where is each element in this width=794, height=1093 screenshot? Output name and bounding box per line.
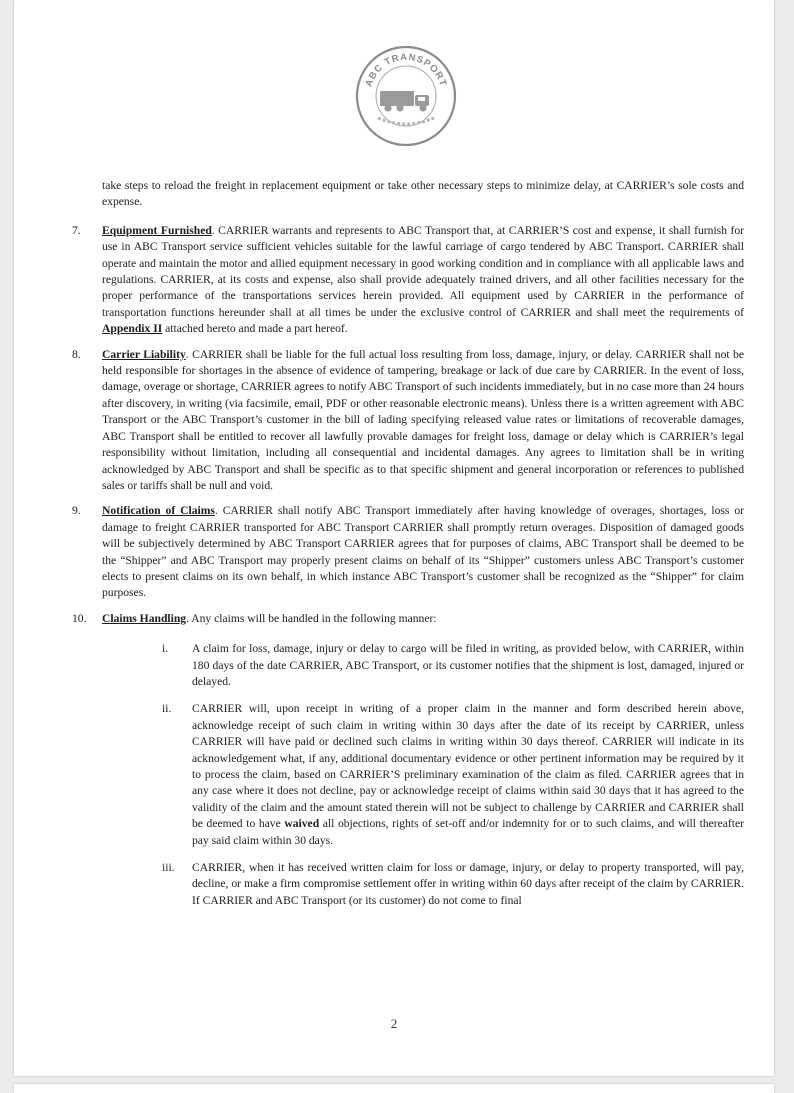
section-heading: Carrier Liability (102, 347, 186, 361)
subitem-numeral: ii. (162, 702, 172, 716)
claims-subitem-iii (162, 860, 744, 909)
appendix-reference: Appendix II (102, 322, 163, 336)
subitem-text-end: all objections, rights of set-off and/or indemnity for or to such claims, and will thereafter pay said claim within 30 days. (192, 817, 745, 847)
subitem-text: CARRIER, when it has received written claim for loss or damage, injury, or delay to property transported, will pay, decline, or make a firm compromise settlement offer in writing within 60 days after receipt of the claim by CARRIER. If CARRIER and ABC Transport (or its customer) do not come to final (192, 861, 744, 907)
section-body: . Any claims will be handled in the following manner: (186, 611, 437, 625)
section-8-carrier-liability (72, 347, 745, 495)
subitem-text: CARRIER will, upon receipt in writing of a proper claim in the manner and form described herein above, acknowledge receipt of such claim in writing within 30 days after the date of its receipt by CARRIER, unless CARRIER will have paid or declined such claims in writing within 30 days thereof. CARRIER will indicate in its acknowledgement what, if any, additional documentary evidence or other pertinent information may be required by it to process the claim, based on CARRIER’S preliminary examination of the claim as filed. CARRIER agrees that in any case where it does not decline, pay or acknowledge receipt of claims within said 30 days that it has agreed to the validity of the claim and the amount stated therein will not be subject to challenge by CARRIER and CARRIER shall be deemed to have (192, 702, 744, 831)
section-body-end: attached hereto and made a part hereof. (162, 322, 348, 336)
subitem-emphasis: waived (284, 817, 320, 831)
truck-icon (380, 91, 429, 112)
section-body: . CARRIER warrants and represents to ABC Transport that, at CARRIER’S cost and expense, it shall furnish for use in ABC Transport service sufficient vehicles suitable for the lawful carriage of cargo tendered by ABC Transport. CARRIER shall operate and maintain the motor and allied equipment necessary in good working condition and in compliance with all applicable laws and regulations. CARRIER, at its costs and expense, also shall provide adequately trained drivers, and all other facilities necessary for the proper performance of the transportations services herein provided. All equipment used by CARRIER in the performance of transportation functions hereunder shall at all times be under the exclusive control of CARRIER and shall meet the requirements of (102, 223, 744, 319)
section-body: . CARRIER shall be liable for the full actual loss resulting from loss, damage, injury, or delay. CARRIER shall not be held responsible for shortages in the absence of evidence of tampering, breakage or lack of due care by CARRIER. In the event of loss, damage, overage or shortage, CARRIER agrees to notify ABC Transport of such incidents immediately, but in no case more than 24 hours after discovery, in writing (via facsimile, email, PDF or other reasonable electronic means). Unless there is a written agreement with ABC Transport or the ABC Transport’s customer in the bill of lading specifying released value rates or limitations of recoverable damages, ABC Transport shall be entitled to recover all lawfully provable damages for freight loss, damage or delay which is CARRIER’s legal responsibility without limitation, including all consequential and incidental damages. Any agrees to limitation shall be in writing acknowledged by ABC Transport and shall be specific as to that specific shipment and general incorporation or references to published sales or tariffs shall be null and void. (102, 347, 745, 492)
logo-text: ABC TRANSPORT (363, 51, 449, 89)
subitem-text: A claim for loss, damage, injury or delay to cargo will be filed in writing, as provided below, with CARRIER, within 180 days of the date CARRIER, ABC Transport, or its customer notifies that the shipment is lost, damaged, injured or delayed. (192, 642, 744, 688)
intro-paragraph: take steps to reload the freight in replacement equipment or take other necessary steps to minimize delay, at CARRIER’s sole costs and expense. (102, 179, 744, 209)
section-body: . CARRIER shall notify ABC Transport immediately after having knowledge of overages, shortages, loss or damage to freight CARRIER transported for ABC Transport CARRIER shall promptly return overages. Disposition of damaged goods will be subjectively determined by ABC Transport CARRIER agrees that for purposes of claims, ABC Transport shall be deemed to be the “Shipper” and ABC Transport may properly present claims on behalf of its “Shipper” customers unless ABC Transport’s customer elects to present claims on its own behalf, in which instance ABC Transport’s customer shall be recognized as the “Shipper” for claim purposes. (102, 504, 744, 600)
section-number: 7. (72, 223, 81, 237)
section-10-claims-handling (72, 611, 744, 627)
document-page (14, 0, 774, 1076)
claims-subitem-i (162, 641, 744, 690)
section-heading: Notification of Claims (102, 504, 215, 518)
subitem-numeral: iii. (162, 861, 175, 875)
page-number: 2 (390, 1016, 398, 1031)
subitem-numeral: i. (162, 642, 169, 656)
section-number: 9. (72, 504, 81, 518)
document-body (72, 178, 745, 909)
section-9-notification-of-claims (72, 503, 744, 601)
section-7-equipment-furnished (72, 223, 744, 338)
section-heading: Claims Handling (102, 611, 187, 625)
abc-transport-logo (354, 44, 458, 148)
section-number: 10. (72, 611, 87, 625)
section-number: 8. (72, 347, 81, 361)
next-page-edge (14, 1084, 774, 1093)
section-heading: Equipment Furnished (102, 223, 212, 237)
claims-subitem-ii (162, 701, 745, 849)
